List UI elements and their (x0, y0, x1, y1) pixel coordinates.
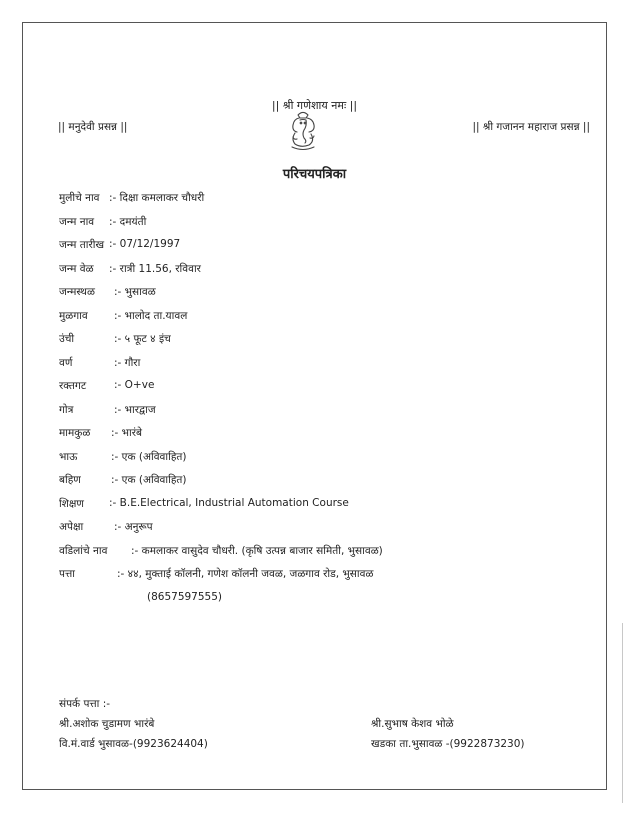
field-row-expectation (59, 520, 599, 544)
field-value: :- एक (अविवाहित) (111, 450, 187, 463)
page-title: परिचयपत्रिका (282, 167, 347, 182)
contact-person-1-detail: वि.मं.वार्ड भुसावळ-(9923624404) (59, 738, 208, 750)
field-value: :- दमयंती (109, 215, 147, 228)
field-row-native-place (59, 309, 599, 333)
field-row-sister (59, 473, 599, 497)
left-blessing: || मनुदेवी प्रसन्न || (58, 121, 128, 133)
field-row-maternal-clan (59, 426, 599, 450)
right-blessing: || श्री गजानन महाराज प्रसन्न || (472, 121, 590, 133)
field-label: भाऊ (59, 450, 78, 463)
field-row-birth-name (59, 215, 599, 239)
field-value: :- भारंबे (111, 427, 143, 439)
shlok-heading: || श्री गणेशाय नमः || (271, 99, 358, 112)
field-value: :- दिक्षा कमलाकर चौधरी (109, 192, 205, 204)
field-label: पत्ता (59, 568, 75, 580)
field-value: :- ५ फूट ४ इंच (114, 333, 171, 345)
field-row-blood-group (59, 379, 599, 403)
contact-names-row (59, 717, 579, 737)
field-row-birth-date (59, 238, 599, 262)
field-value: :- गौरा (114, 356, 141, 369)
field-row-address (59, 567, 599, 591)
field-label: शिक्षण (59, 497, 84, 510)
field-value: :- भुसावळ (114, 286, 156, 298)
field-label: उंची (59, 333, 75, 345)
field-label: जन्म नाव (59, 215, 95, 228)
field-row-bride-name (59, 191, 599, 215)
biodata-page (22, 22, 607, 790)
field-value: :- अनुरूप (114, 521, 153, 533)
contact-section (59, 697, 579, 757)
field-label: मुलीचे नाव (59, 192, 100, 204)
field-value: :- कमलाकर वासुदेव चौधरी. (कृषि उत्पन्न बाजार समिती, भुसावळ) (131, 544, 383, 557)
field-row-gotra (59, 403, 599, 427)
scrollbar-track[interactable] (622, 623, 623, 803)
field-row-birth-time (59, 262, 599, 286)
field-value: :- B.E.Electrical, Industrial Automation Course (109, 496, 349, 509)
biodata-fields (59, 191, 599, 614)
field-row-brother (59, 450, 599, 474)
field-value: :- O+ve (114, 379, 155, 391)
field-row-father-name (59, 544, 599, 568)
field-row-complexion (59, 356, 599, 380)
contact-person-2-detail: खडका ता.भुसावळ -(9922873230) (371, 738, 525, 750)
field-label: अपेक्षा (59, 521, 84, 533)
field-label: जन्मस्थळ (59, 286, 95, 298)
field-label: गोत्र (59, 403, 74, 416)
field-row-height (59, 332, 599, 356)
contact-label-row (59, 697, 579, 717)
field-label: मामकुळ (59, 427, 91, 439)
address-phone: (8657597555) (147, 590, 222, 603)
field-label: वडिलांचे नाव (59, 544, 108, 557)
field-label: बहिण (59, 474, 81, 486)
field-label: जन्म तारीख (59, 239, 105, 251)
field-value: :- 07/12/1997 (109, 238, 181, 250)
field-value: :- भारद्वाज (114, 403, 156, 416)
contact-details-row (59, 737, 579, 757)
field-value: :- भालोद ता.यावल (114, 309, 188, 322)
field-row-birth-place (59, 285, 599, 309)
field-row-education (59, 497, 599, 521)
field-label: रक्तगट (59, 380, 87, 392)
contact-person-2-name: श्री.सुभाष केशव भोळे (371, 718, 454, 730)
contact-label: संपर्क पत्ता :- (59, 698, 111, 710)
field-value: :- एक (अविवाहित) (111, 474, 187, 486)
field-label: जन्म वेळ (59, 262, 94, 275)
field-value: :- ४४, मुक्ताई कॉलनी, गणेश कॉलनी जवळ, जळगाव रोड, भुसावळ (117, 568, 374, 580)
field-row-address-phone (59, 591, 599, 615)
field-label: वर्ण (59, 356, 73, 369)
contact-person-1-name: श्री.अशोक चुडामण भारंबे (59, 718, 155, 730)
ganesha-icon (283, 109, 323, 153)
field-value: :- रात्री 11.56, रविवार (109, 262, 201, 275)
field-label: मुळगाव (59, 309, 88, 322)
